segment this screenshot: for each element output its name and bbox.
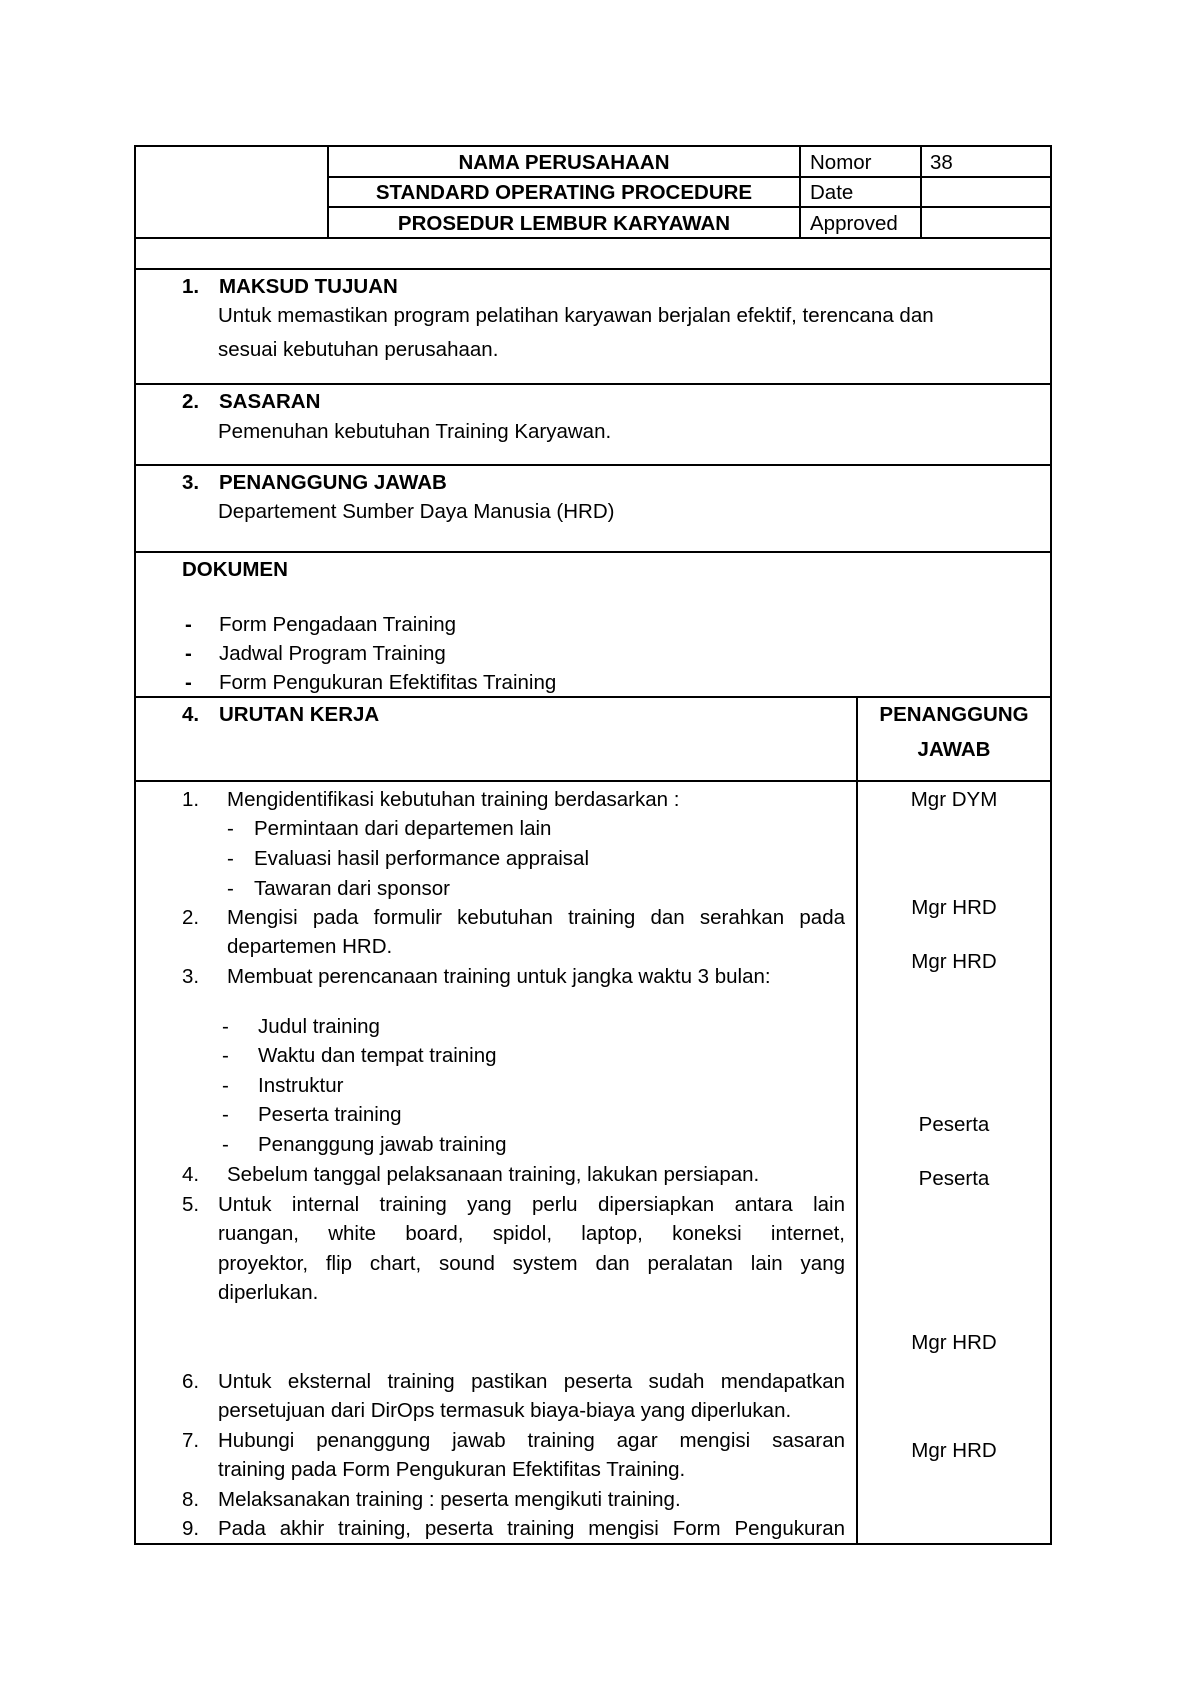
step-text: departemen HRD.: [227, 935, 393, 958]
step-sub-item: Instruktur: [258, 1074, 344, 1097]
header-row-line-1: [327, 176, 1052, 178]
step-number: 5.: [182, 1193, 200, 1216]
step-text: ruangan, white board, spidol, laptop, koneksi internet,: [218, 1224, 845, 1245]
header-row-line-3: [134, 237, 1052, 239]
dokumen-dash: -: [185, 671, 192, 694]
dokumen-dash: -: [185, 613, 192, 636]
step-text: Pada akhir training, peserta training mengisi Form Pengukuran: [218, 1519, 845, 1540]
step-sub-item: Penanggung jawab training: [258, 1133, 507, 1156]
maksud-text-line-1: Untuk memastikan program pelatihan karyawan berjalan efektif, terencana dan: [218, 304, 934, 327]
dokumen-item: Form Pengadaan Training: [219, 613, 457, 636]
responsible-cell: Peserta: [918, 1113, 990, 1136]
step-sub-dash: -: [222, 1133, 229, 1156]
responsible-header-line-2: JAWAB: [917, 738, 991, 761]
step-number: 8.: [182, 1488, 200, 1511]
step-sub-dash: -: [222, 1015, 229, 1038]
step-number: 9.: [182, 1517, 200, 1540]
step-text: proyektor, flip chart, sound system dan peralatan lain yang: [218, 1254, 845, 1275]
step-sub-item: Tawaran dari sponsor: [254, 877, 450, 900]
header-divider-label: [799, 145, 801, 239]
step-number: 2.: [182, 906, 200, 929]
step-text: Untuk internal training yang perlu dipersiapkan antara lain: [218, 1195, 845, 1216]
step-number: 7.: [182, 1429, 200, 1452]
step-text: Melaksanakan training : peserta mengikuti training.: [218, 1488, 681, 1511]
penanggung-text: Departement Sumber Daya Manusia (HRD): [218, 500, 615, 523]
dokumen-dash: -: [185, 642, 192, 665]
step-number: 6.: [182, 1370, 200, 1393]
urutan-title: URUTAN KERJA: [219, 703, 380, 726]
maksud-title: MAKSUD TUJUAN: [219, 275, 398, 298]
sop-title: STANDARD OPERATING PROCEDURE: [375, 181, 753, 204]
penanggung-title: PENANGGUNG JAWAB: [219, 471, 447, 494]
step-sub-dash: -: [227, 847, 234, 870]
header-row-line-2: [327, 206, 1052, 208]
spacer-row-line: [134, 268, 1052, 270]
step-text: training pada Form Pengukuran Efektifitas Training.: [218, 1458, 686, 1481]
responsible-cell: Mgr HRD: [911, 950, 997, 973]
responsible-cell: Mgr HRD: [911, 1439, 997, 1462]
step-text: Mengidentifikasi kebutuhan training berdasarkan :: [227, 788, 680, 811]
step-text: persetujuan dari DirOps termasuk biaya-biaya yang diperlukan.: [218, 1399, 792, 1422]
table-border-top: [134, 145, 1052, 147]
sasaran-title: SASARAN: [219, 390, 321, 413]
step-sub-item: Judul training: [258, 1015, 380, 1038]
step-sub-item: Waktu dan tempat training: [258, 1044, 497, 1067]
step-number: 3.: [182, 965, 200, 988]
urutan-number: 4.: [182, 703, 200, 726]
section-line-sasaran: [134, 464, 1052, 466]
step-sub-dash: -: [222, 1074, 229, 1097]
step-text: Hubungi penanggung jawab training agar mengisi sasaran: [218, 1431, 845, 1452]
date-label: Date: [810, 181, 854, 204]
section-line-urutan: [134, 780, 1052, 782]
section-line-maksud: [134, 383, 1052, 385]
step-sub-item: Permintaan dari departemen lain: [254, 817, 552, 840]
step-sub-item: Evaluasi hasil performance appraisal: [254, 847, 590, 870]
responsible-cell: Mgr HRD: [911, 1331, 997, 1354]
nomor-label: Nomor: [810, 151, 872, 174]
table-border-right: [1050, 145, 1052, 1545]
step-sub-dash: -: [222, 1044, 229, 1067]
maksud-number: 1.: [182, 275, 200, 298]
step-sub-dash: -: [227, 817, 234, 840]
step-sub-dash: -: [222, 1103, 229, 1126]
nomor-value: 38: [930, 151, 953, 174]
header-divider-value: [920, 145, 922, 239]
step-text: Sebelum tanggal pelaksanaan training, lakukan persiapan.: [227, 1163, 760, 1186]
section-line-dokumen: [134, 696, 1052, 698]
step-number: 1.: [182, 788, 200, 811]
procedure-title: PROSEDUR LEMBUR KARYAWAN: [397, 212, 731, 235]
responsible-header-line-1: PENANGGUNG: [879, 703, 1029, 726]
table-border-left: [134, 145, 136, 1545]
section-line-penanggung: [134, 551, 1052, 553]
step-text: diperlukan.: [218, 1281, 319, 1304]
sasaran-number: 2.: [182, 390, 200, 413]
approved-label: Approved: [810, 212, 898, 235]
step-number: 4.: [182, 1163, 200, 1186]
sasaran-text: Pemenuhan kebutuhan Training Karyawan.: [218, 420, 612, 443]
dokumen-title: DOKUMEN: [182, 558, 288, 581]
step-sub-dash: -: [227, 877, 234, 900]
dokumen-item: Jadwal Program Training: [219, 642, 446, 665]
step-text: Mengisi pada formulir kebutuhan training dan serahkan pada: [227, 908, 845, 929]
responsible-cell: Peserta: [918, 1167, 990, 1190]
step-sub-item: Peserta training: [258, 1103, 402, 1126]
step-text: Untuk eksternal training pastikan peserta sudah mendapatkan: [218, 1372, 845, 1393]
maksud-text-line-2: sesuai kebutuhan perusahaan.: [218, 338, 499, 361]
responsible-cell: Mgr DYM: [910, 788, 998, 811]
step-text: Membuat perencanaan training untuk jangka waktu 3 bulan:: [227, 965, 771, 988]
table-border-bottom: [134, 1543, 1052, 1545]
dokumen-item: Form Pengukuran Efektifitas Training: [219, 671, 557, 694]
company-name: NAMA PERUSAHAAN: [458, 151, 670, 174]
penanggung-number: 3.: [182, 471, 200, 494]
responsible-cell: Mgr HRD: [911, 896, 997, 919]
